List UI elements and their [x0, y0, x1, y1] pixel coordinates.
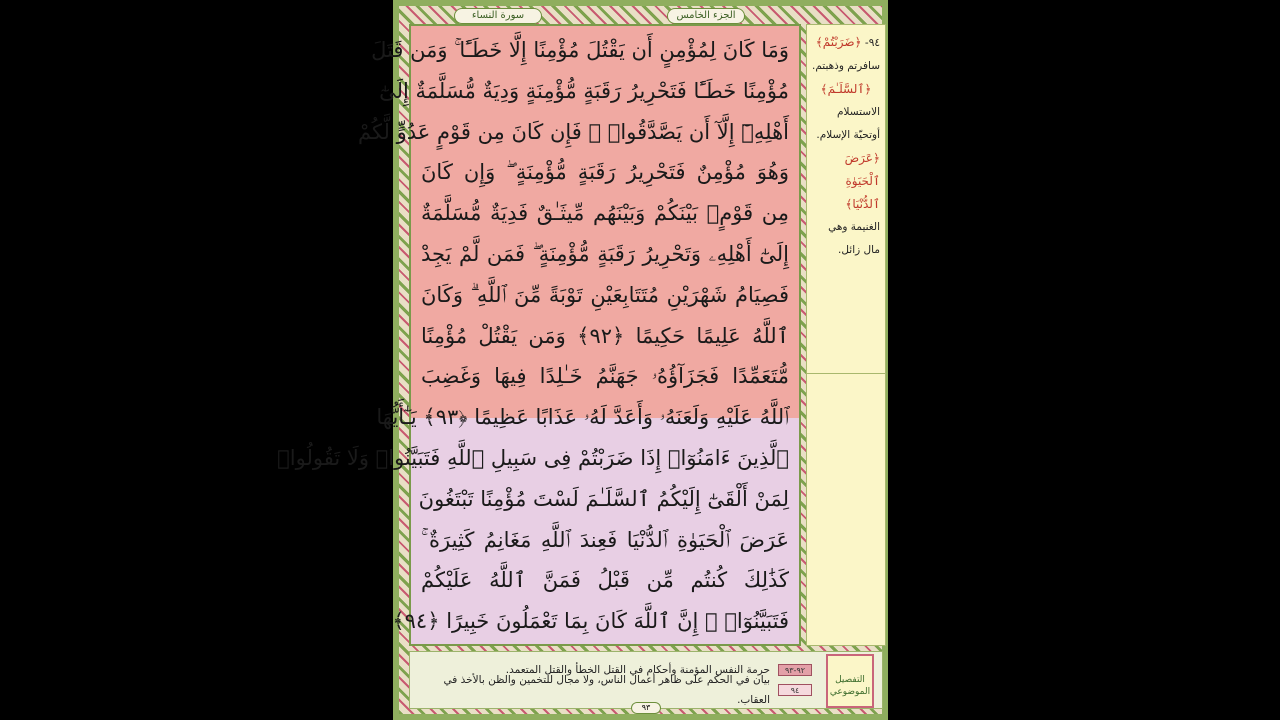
vocab-word: ﴿عَرَضَ ٱلْحَيَوٰةِ ٱلدُّنْيَا﴾	[844, 151, 880, 211]
topic-badge: التفصيل الموضوعي	[826, 654, 874, 708]
vocab-definition: الاستسلام أوتحيّة الإسلام.	[816, 106, 880, 141]
topic-row	[418, 674, 812, 706]
verse-line: ٱلَّذِينَ ءَامَنُوٓا۟ إِذَا ضَرَبْتُمْ فِى سَبِيلِ ٱللَّهِ فَتَبَيَّنُوا۟ وَلَا تَقُولُوا۟	[277, 445, 789, 470]
topic-text: بيان في الحكم على ظاهر أعمال الناس، ولا مجال للتخمين والظن بالأخذ في العقاب.	[443, 674, 770, 706]
vocab-definition: سافرتم وذهبتم.	[811, 60, 880, 72]
verse-line: ٱللَّهُ عَلَيْهِ وَلَعَنَهُۥ وَأَعَدَّ لَهُۥ عَذَابًا عَظِيمًا ﴿٩٣﴾ يَـٰٓأَيُّهَا	[376, 405, 789, 430]
surah-name: سورة النساء	[454, 8, 542, 24]
vocab-word: ﴿ٱلسَّلَـٰمَ﴾	[820, 82, 872, 96]
verse-line: كَذَٰلِكَ كُنتُم مِّن قَبْلُ فَمَنَّ ٱللَّهُ عَلَيْكُمْ	[421, 568, 789, 593]
verse-ref: ٩٤	[778, 684, 812, 696]
topic-summary	[409, 651, 883, 709]
verse-ref: ٩٢-٩٣	[778, 664, 812, 676]
verse-line: عَرَضَ ٱلْحَيَوٰةِ ٱلدُّنْيَا فَعِندَ ٱللَّهِ مَغَانِمُ كَثِيرَةٌ ۚ	[421, 527, 789, 552]
verse-lines	[277, 26, 799, 646]
mushaf-page	[277, 0, 888, 720]
verse-line: مُؤْمِنًا خَطَـًٔا فَتَحْرِيرُ رَقَبَةٍ مُّؤْمِنَةٍ وَدِيَةٌ مُّسَلَّمَةٌ إِلَىٰٓ	[379, 78, 789, 103]
verse-number: ٩٤-	[864, 37, 880, 49]
verse-line: مِن قَوْمٍۭ بَيْنَكُمْ وَبَيْنَهُم مِّيثَـٰقٌ فَدِيَةٌ مُّسَلَّمَةٌ	[421, 201, 789, 226]
quran-text-panel	[277, 24, 801, 646]
verse-line: لِمَنْ أَلْقَىٰٓ إِلَيْكُمُ ٱلسَّلَـٰمَ لَسْتَ مُؤْمِنًا تَبْتَغُونَ	[418, 486, 789, 511]
verse-line: إِلَىٰٓ أَهْلِهِۦ وَتَحْرِيرُ رَقَبَةٍ مُّؤْمِنَةٍ ۖ فَمَن لَّمْ يَجِدْ	[421, 241, 789, 266]
verse-line: فَتَبَيَّنُوٓا۟ ۚ إِنَّ ٱللَّهَ كَانَ بِمَا تَعْمَلُونَ خَبِيرًا ﴿٩٤﴾	[392, 609, 789, 634]
verse-line: ٱللَّهُ عَلِيمًا حَكِيمًا ﴿٩٢﴾ وَمَن يَقْتُلْ مُؤْمِنًا	[421, 323, 789, 348]
vocab-word: ﴿ضَرَبْتُمْ﴾	[815, 35, 862, 49]
verse-line: فَصِيَامُ شَهْرَيْنِ مُتَتَابِعَيْنِ تَوْبَةً مِّنَ ٱللَّهِ ۗ وَكَانَ	[421, 282, 789, 307]
vocab-definition: الغنيمة وهي مال زائل.	[828, 221, 880, 256]
verse-line: مُّتَعَمِّدًا فَجَزَآؤُهُۥ جَهَنَّمُ خَـٰلِدًا فِيهَا وَغَضِبَ	[421, 364, 789, 389]
vocabulary-sidebar	[806, 24, 886, 374]
topic-text: حرمة النفس المؤمنة وأحكام في القتل الخطأ والقتل المتعمد.	[505, 664, 770, 676]
page-number: ٩٣	[631, 702, 661, 714]
verse-line: وَمَا كَانَ لِمُؤْمِنٍ أَن يَقْتُلَ مُؤْمِنًا إِلَّا خَطَـًٔا ۚ وَمَن قَتَلَ	[371, 38, 789, 62]
sidebar-blank	[806, 374, 886, 646]
juz-name: الجزء الخامس	[667, 8, 745, 24]
verse-line: أَهْلِهِۦٓ إِلَّآ أَن يَصَّدَّقُوا۟ ۚ فَإِن كَانَ مِن قَوْمٍ عَدُوٍّ لَّكُمْ	[357, 119, 789, 144]
verse-line: وَهُوَ مُؤْمِنٌ فَتَحْرِيرُ رَقَبَةٍ مُّؤْمِنَةٍ ۖ وَإِن كَانَ	[421, 160, 789, 185]
